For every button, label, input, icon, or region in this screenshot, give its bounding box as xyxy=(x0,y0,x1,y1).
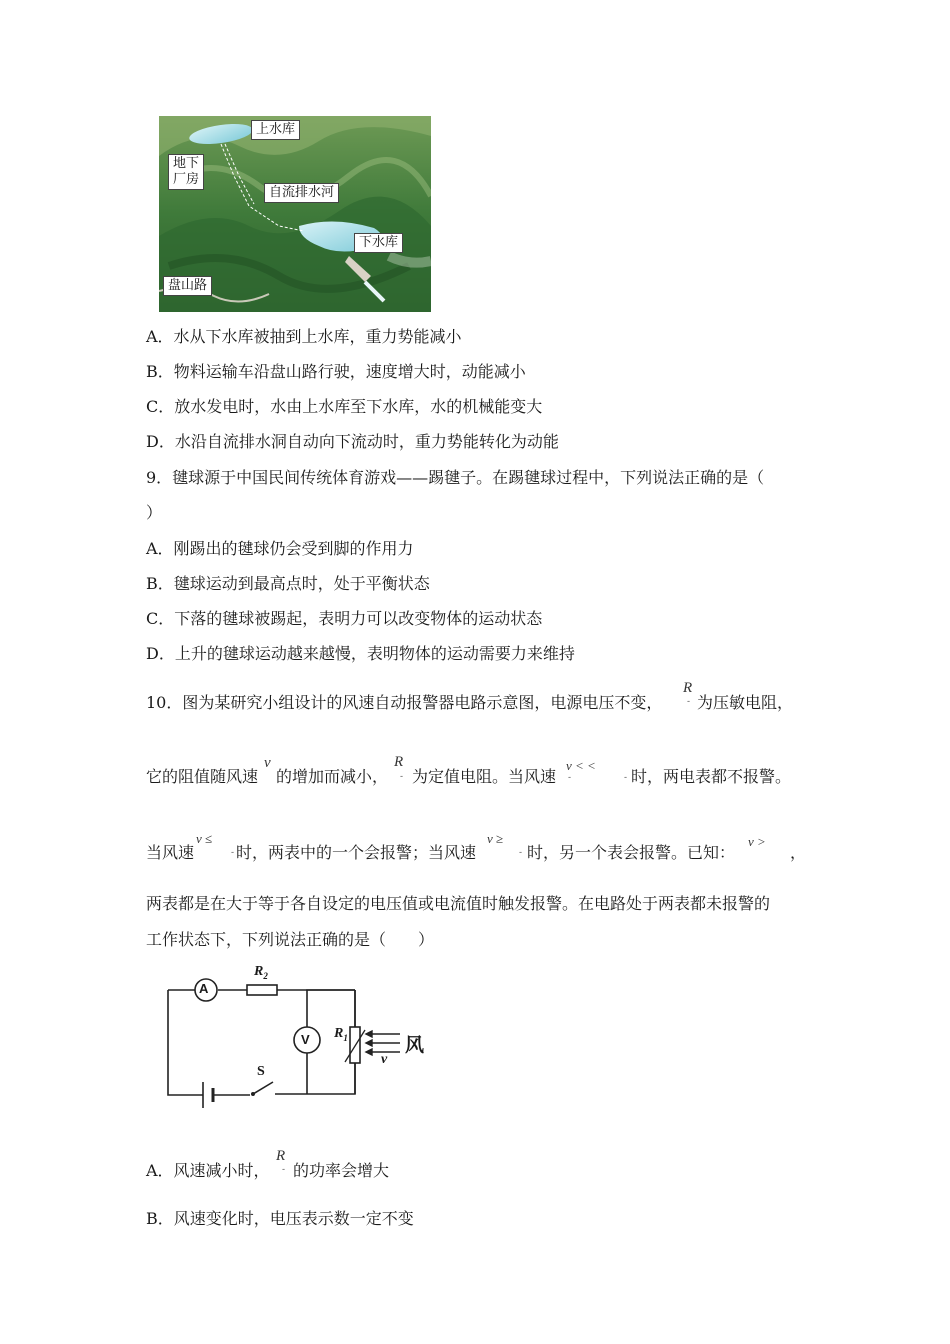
q10-line3-d: ， xyxy=(790,843,807,862)
label-underground-plant xyxy=(168,154,204,190)
q10-math-le: v ≤ xyxy=(196,831,213,846)
q10-math-dash-6: - xyxy=(519,848,523,858)
q9-option-b: B．毽球运动到最高点时，处于平衡状态 xyxy=(146,574,430,593)
q8-option-b: B．物料运输车沿盘山路行驶，速度增大时，动能减小 xyxy=(146,362,526,381)
q10-math-dash-7: - xyxy=(282,1165,286,1175)
ammeter-label: A xyxy=(199,981,209,996)
r1-label: $R_1$ xyxy=(334,1026,348,1043)
q10-line2-d: 时，两电表都不报警。 xyxy=(631,767,792,786)
q10-option-b: B．风速变化时，电压表示数一定不变 xyxy=(146,1209,414,1228)
q9-option-d: D．上升的毽球运动越来越慢，表明物体的运动需要力来维持 xyxy=(146,644,575,663)
q10-line5: 工作状态下，下列说法正确的是（ ） xyxy=(146,930,435,949)
q10-line2-a: 它的阻值随风速 xyxy=(146,767,259,786)
q10-option-a-part2: 的功率会增大 xyxy=(293,1161,390,1180)
q10-math-r3: R xyxy=(276,1148,286,1164)
q10-line4: 两表都是在大于等于各自设定的电压值或电流值时触发报警。在电路处于两表都未报警的 xyxy=(146,894,771,913)
q10-line2-b: 的增加而减小， xyxy=(276,767,389,786)
q10-math-dash-5: - xyxy=(231,848,235,858)
q9-option-a: A．刚踢出的毽球仍会受到脚的作用力 xyxy=(146,539,414,558)
q10-math-dash-2: - xyxy=(400,772,404,782)
label-upper-reservoir: 上水库 xyxy=(251,120,300,140)
label-underground-plant-line2: 厂房 xyxy=(173,172,200,187)
label-drainage-river: 自流排水河 xyxy=(264,183,339,203)
q10-math-r1: R xyxy=(683,680,693,696)
q9-stem-line2: ） xyxy=(146,503,163,522)
label-lower-reservoir: 下水库 xyxy=(354,233,403,253)
q10-math-dash-3: - xyxy=(568,773,572,783)
r2-resistor-symbol xyxy=(247,985,277,995)
reservoir-photo xyxy=(159,116,431,312)
q10-line1-b: 为压敏电阻， xyxy=(697,693,794,712)
q10-line1-a: 10．图为某研究小组设计的风速自动报警器电路示意图，电源电压不变， xyxy=(146,693,663,712)
q10-math-dash-4: - xyxy=(624,773,628,783)
q10-line3-b: 时，两表中的一个会报警；当风速 xyxy=(236,843,477,862)
wind-velocity-label: v xyxy=(381,1052,388,1067)
q10-math-gt: v > xyxy=(748,834,766,849)
label-underground-plant-line1: 地下 xyxy=(173,156,200,171)
switch-label: S xyxy=(257,1064,265,1079)
q8-option-a: A．水从下水库被抽到上水库，重力势能减小 xyxy=(146,327,462,346)
circuit-diagram xyxy=(155,960,445,1120)
q9-stem-line1: 9．毽球源于中国民间传统体育游戏——踢毽子。在踢毽球过程中，下列说法正确的是（ xyxy=(146,468,765,487)
q10-math-dash-1: - xyxy=(687,697,691,707)
q10-line3-a: 当风速 xyxy=(146,843,195,862)
q10-math-v: v xyxy=(264,755,271,771)
q10-math-r2: R xyxy=(394,754,404,770)
q8-option-c: C．放水发电时，水由上水库至下水库，水的机械能变大 xyxy=(146,397,543,416)
wind-label: 风 xyxy=(405,1034,425,1056)
q10-line2-c: 为定值电阻。当风速 xyxy=(412,767,557,786)
q8-option-d: D．水沿自流排水洞自动向下流动时，重力势能转化为动能 xyxy=(146,432,559,451)
label-mountain-road: 盘山路 xyxy=(163,276,212,296)
q10-option-a-part1: A．风速减小时， xyxy=(146,1161,270,1180)
q9-option-c: C．下落的毽球被踢起，表明力可以改变物体的运动状态 xyxy=(146,609,543,628)
switch-lever xyxy=(253,1082,273,1094)
voltmeter-label: V xyxy=(301,1032,310,1047)
r2-label: $R_2$ xyxy=(254,964,268,981)
q10-line3-c: 时，另一个表会报警。已知： xyxy=(527,843,736,862)
q10-math-lt: v < < xyxy=(566,758,596,773)
q10-math-ge: v ≥ xyxy=(487,831,504,846)
